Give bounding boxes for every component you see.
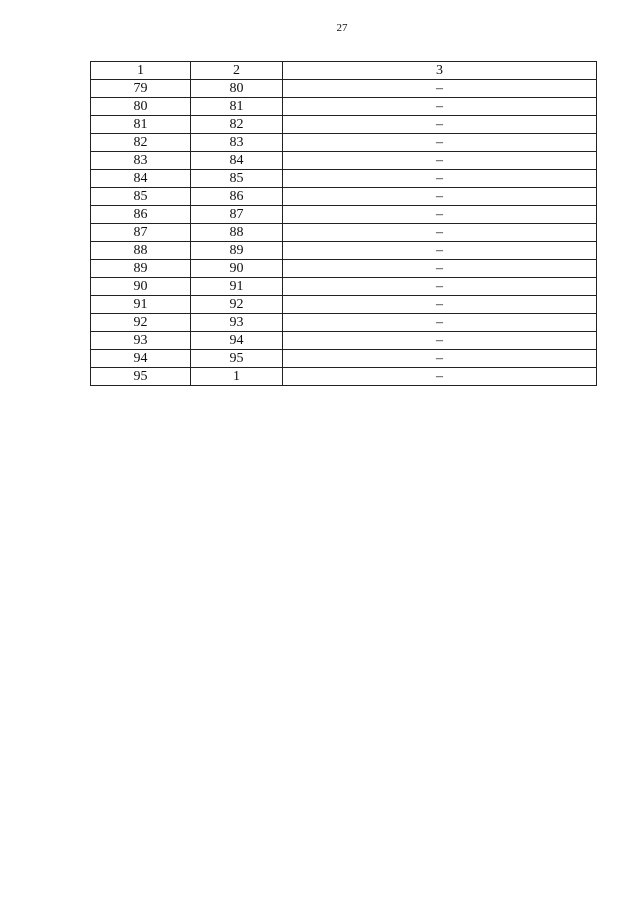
- table-cell-col-1: 90: [91, 278, 191, 296]
- table-cell-col-1: 81: [91, 116, 191, 134]
- table-row: [91, 80, 597, 98]
- table-cell-col-1: 95: [91, 368, 191, 386]
- table-body: [91, 62, 597, 386]
- table-cell-col-1: 88: [91, 242, 191, 260]
- table-row: [91, 368, 597, 386]
- table-cell-col-3: –: [283, 224, 597, 242]
- table-cell-col-1: 84: [91, 170, 191, 188]
- table-cell-col-3: –: [283, 242, 597, 260]
- table-cell-col-2: 81: [191, 98, 283, 116]
- table-cell-col-2: 88: [191, 224, 283, 242]
- table-cell-col-3: –: [283, 98, 597, 116]
- table-row: [91, 350, 597, 368]
- table-header-row: [91, 62, 597, 80]
- table-cell-col-2: 94: [191, 332, 283, 350]
- table-row: [91, 206, 597, 224]
- table-cell-col-1: 83: [91, 152, 191, 170]
- table-cell-col-3: –: [283, 314, 597, 332]
- table-cell-col-1: 82: [91, 134, 191, 152]
- table-cell-col-3: –: [283, 116, 597, 134]
- table-cell-col-1: 92: [91, 314, 191, 332]
- table-row: [91, 224, 597, 242]
- table-row: [91, 188, 597, 206]
- table-row: [91, 134, 597, 152]
- table-cell-col-3: –: [283, 368, 597, 386]
- table-row: [91, 260, 597, 278]
- table-cell-col-3: –: [283, 152, 597, 170]
- table-cell-col-3: –: [283, 188, 597, 206]
- table-row: [91, 170, 597, 188]
- table-row: [91, 98, 597, 116]
- header-cell-col-3: 3: [283, 62, 597, 80]
- table-row: [91, 314, 597, 332]
- table-cell-col-2: 1: [191, 368, 283, 386]
- table-cell-col-1: 89: [91, 260, 191, 278]
- table-cell-col-3: –: [283, 350, 597, 368]
- table-cell-col-3: –: [283, 260, 597, 278]
- table-row: [91, 278, 597, 296]
- table-cell-col-2: 93: [191, 314, 283, 332]
- table-row: [91, 296, 597, 314]
- table-cell-col-1: 91: [91, 296, 191, 314]
- data-table: [90, 61, 597, 386]
- page-number: 27: [336, 22, 348, 34]
- table-cell-col-2: 83: [191, 134, 283, 152]
- header-cell-col-2: 2: [191, 62, 283, 80]
- table-cell-col-2: 87: [191, 206, 283, 224]
- table-row: [91, 332, 597, 350]
- table-cell-col-2: 92: [191, 296, 283, 314]
- table-cell-col-3: –: [283, 80, 597, 98]
- table-cell-col-1: 79: [91, 80, 191, 98]
- table-cell-col-1: 87: [91, 224, 191, 242]
- table-cell-col-2: 86: [191, 188, 283, 206]
- table-cell-col-2: 91: [191, 278, 283, 296]
- header-cell-col-1: 1: [91, 62, 191, 80]
- table-cell-col-2: 95: [191, 350, 283, 368]
- table-cell-col-2: 90: [191, 260, 283, 278]
- table-cell-col-3: –: [283, 134, 597, 152]
- table-cell-col-2: 82: [191, 116, 283, 134]
- table-row: [91, 116, 597, 134]
- table-cell-col-2: 89: [191, 242, 283, 260]
- table-cell-col-1: 85: [91, 188, 191, 206]
- table-cell-col-1: 94: [91, 350, 191, 368]
- table-cell-col-1: 93: [91, 332, 191, 350]
- table-cell-col-3: –: [283, 278, 597, 296]
- table-cell-col-3: –: [283, 296, 597, 314]
- table-cell-col-2: 84: [191, 152, 283, 170]
- table-cell-col-2: 80: [191, 80, 283, 98]
- table-row: [91, 152, 597, 170]
- table-cell-col-3: –: [283, 332, 597, 350]
- table-cell-col-3: –: [283, 170, 597, 188]
- table-cell-col-2: 85: [191, 170, 283, 188]
- table-cell-col-1: 86: [91, 206, 191, 224]
- table-cell-col-3: –: [283, 206, 597, 224]
- table-row: [91, 242, 597, 260]
- table-cell-col-1: 80: [91, 98, 191, 116]
